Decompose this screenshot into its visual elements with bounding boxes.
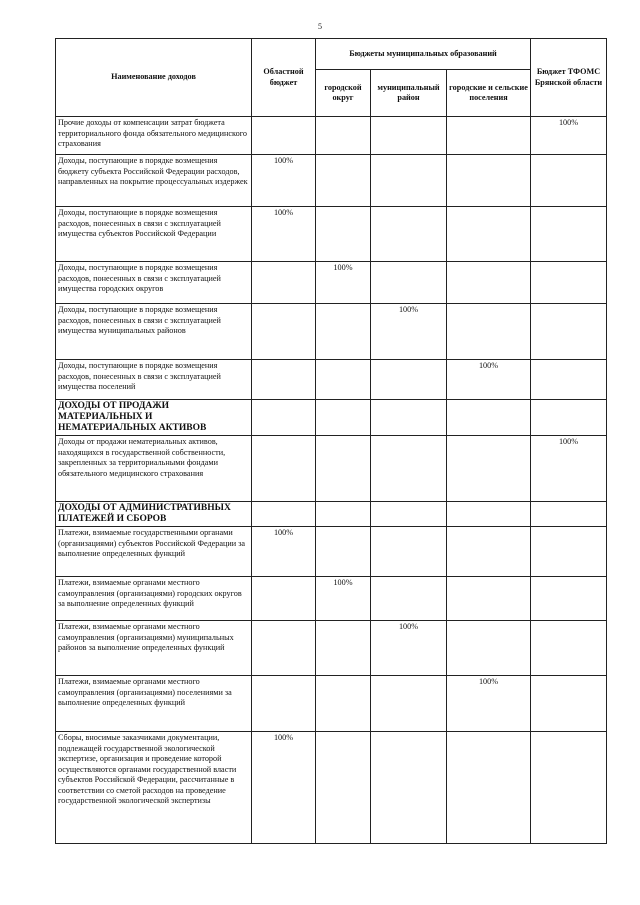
revenue-name-cell: Доходы от продажи нематериальных активов, находящихся в государственной собственности, закрепленных за территориальными фондами обязательного медицинского страхования [56, 436, 252, 502]
city-district-share-cell [316, 676, 371, 732]
tfoms-share-cell [531, 400, 607, 436]
city-district-share-cell: 100% [316, 577, 371, 621]
table-row [56, 621, 607, 676]
settlement-share-cell [447, 621, 531, 676]
header-municipal-district: муниципальный район [371, 70, 447, 117]
settlement-share-cell [447, 207, 531, 262]
regional-share-cell: 100% [252, 527, 316, 577]
settlement-share-cell [447, 304, 531, 360]
municipal-district-share-cell [371, 577, 447, 621]
regional-share-cell: 100% [252, 207, 316, 262]
city-district-share-cell [316, 155, 371, 207]
header-municipal-budgets: Бюджеты муниципальных образований [316, 39, 531, 70]
revenue-name-cell: Платежи, взимаемые органами местного самоуправления (организациями) поселениями за выполнение определенных функций [56, 676, 252, 732]
city-district-share-cell [316, 527, 371, 577]
tfoms-share-cell [531, 621, 607, 676]
city-district-share-cell [316, 360, 371, 400]
revenue-name-cell: Доходы, поступающие в порядке возмещения бюджету субъекта Российской Федерации расходов, направленных на покрытие процессуальных издержек [56, 155, 252, 207]
tfoms-share-cell [531, 262, 607, 304]
tfoms-share-cell: 100% [531, 117, 607, 155]
header-tfoms-budget: Бюджет ТФОМС Брянской области [531, 39, 607, 117]
page-number: 5 [318, 22, 322, 31]
table-row [56, 117, 607, 155]
tfoms-share-cell [531, 676, 607, 732]
revenue-name-cell: Прочие доходы от компенсации затрат бюджета территориального фонда обязательного медицинского страхования [56, 117, 252, 155]
municipal-district-share-cell [371, 502, 447, 527]
table-row [56, 577, 607, 621]
settlement-share-cell [447, 502, 531, 527]
regional-share-cell [252, 436, 316, 502]
tfoms-share-cell [531, 304, 607, 360]
section-row [56, 502, 607, 527]
municipal-district-share-cell [371, 262, 447, 304]
revenue-name-cell: Сборы, вносимые заказчиками документации, подлежащей государственной экологической экспертизе, организация и проведение которой осуществляются органами государственной власти субъектов Российской Федерации, рассчитанные в соответствии со сметой расходов на проведение государственной экологической экспертизы [56, 732, 252, 844]
table-row [56, 436, 607, 502]
table-row [56, 527, 607, 577]
revenue-name-cell: ДОХОДЫ ОТ ПРОДАЖИ МАТЕРИАЛЬНЫХ И НЕМАТЕРИАЛЬНЫХ АКТИВОВ [56, 400, 252, 436]
tfoms-share-cell [531, 577, 607, 621]
regional-share-cell [252, 304, 316, 360]
municipal-district-share-cell [371, 360, 447, 400]
tfoms-share-cell [531, 360, 607, 400]
table-row [56, 207, 607, 262]
city-district-share-cell: 100% [316, 262, 371, 304]
municipal-district-share-cell [371, 732, 447, 844]
regional-share-cell [252, 400, 316, 436]
table-row [56, 262, 607, 304]
revenue-distribution-table [55, 38, 607, 844]
municipal-district-share-cell [371, 436, 447, 502]
regional-share-cell: 100% [252, 155, 316, 207]
header-city-district: городской округ [316, 70, 371, 117]
regional-share-cell [252, 621, 316, 676]
municipal-district-share-cell [371, 117, 447, 155]
city-district-share-cell [316, 436, 371, 502]
regional-share-cell [252, 676, 316, 732]
city-district-share-cell [316, 207, 371, 262]
regional-share-cell [252, 577, 316, 621]
header-revenue-name: Наименование доходов [56, 39, 252, 117]
municipal-district-share-cell: 100% [371, 304, 447, 360]
settlement-share-cell [447, 262, 531, 304]
settlement-share-cell [447, 400, 531, 436]
municipal-district-share-cell: 100% [371, 621, 447, 676]
table-row [56, 676, 607, 732]
revenue-name-cell: Платежи, взимаемые органами местного самоуправления (организациями) городских округов за выполнение определенных функций [56, 577, 252, 621]
city-district-share-cell [316, 400, 371, 436]
regional-share-cell [252, 262, 316, 304]
regional-share-cell [252, 117, 316, 155]
regional-share-cell [252, 502, 316, 527]
municipal-district-share-cell [371, 676, 447, 732]
tfoms-share-cell [531, 207, 607, 262]
regional-share-cell [252, 360, 316, 400]
municipal-district-share-cell [371, 207, 447, 262]
municipal-district-share-cell [371, 155, 447, 207]
settlement-share-cell [447, 577, 531, 621]
tfoms-share-cell: 100% [531, 436, 607, 502]
city-district-share-cell [316, 621, 371, 676]
city-district-share-cell [316, 732, 371, 844]
settlement-share-cell: 100% [447, 360, 531, 400]
table-body [56, 117, 607, 844]
revenue-name-cell: Доходы, поступающие в порядке возмещения расходов, понесенных в связи с эксплуатацией имущества субъектов Российской Федерации [56, 207, 252, 262]
tfoms-share-cell [531, 527, 607, 577]
city-district-share-cell [316, 117, 371, 155]
table-row [56, 732, 607, 844]
revenue-name-cell: Платежи, взимаемые органами местного самоуправления (организациями) муниципальных районов за выполнение определенных функций [56, 621, 252, 676]
settlement-share-cell: 100% [447, 676, 531, 732]
regional-share-cell: 100% [252, 732, 316, 844]
settlement-share-cell [447, 155, 531, 207]
settlement-share-cell [447, 117, 531, 155]
settlement-share-cell [447, 436, 531, 502]
tfoms-share-cell [531, 732, 607, 844]
revenue-name-cell: Доходы, поступающие в порядке возмещения расходов, понесенных в связи с эксплуатацией имущества поселений [56, 360, 252, 400]
municipal-district-share-cell [371, 527, 447, 577]
revenue-name-cell: Платежи, взимаемые государственными органами (организациями) субъектов Российской Федерации за выполнение определенных функций [56, 527, 252, 577]
municipal-district-share-cell [371, 400, 447, 436]
revenue-name-cell: Доходы, поступающие в порядке возмещения расходов, понесенных в связи с эксплуатацией имущества муниципальных районов [56, 304, 252, 360]
city-district-share-cell [316, 304, 371, 360]
table-row [56, 360, 607, 400]
header-settlements: городские и сельские поселения [447, 70, 531, 117]
revenue-name-cell: ДОХОДЫ ОТ АДМИНИСТРАТИВНЫХ ПЛАТЕЖЕЙ И СБОРОВ [56, 502, 252, 527]
settlement-share-cell [447, 527, 531, 577]
section-row [56, 400, 607, 436]
table-row [56, 304, 607, 360]
table-row [56, 155, 607, 207]
tfoms-share-cell [531, 502, 607, 527]
city-district-share-cell [316, 502, 371, 527]
header-regional-budget: Областной бюджет [252, 39, 316, 117]
revenue-name-cell: Доходы, поступающие в порядке возмещения расходов, понесенных в связи с эксплуатацией имущества городских округов [56, 262, 252, 304]
tfoms-share-cell [531, 155, 607, 207]
settlement-share-cell [447, 732, 531, 844]
